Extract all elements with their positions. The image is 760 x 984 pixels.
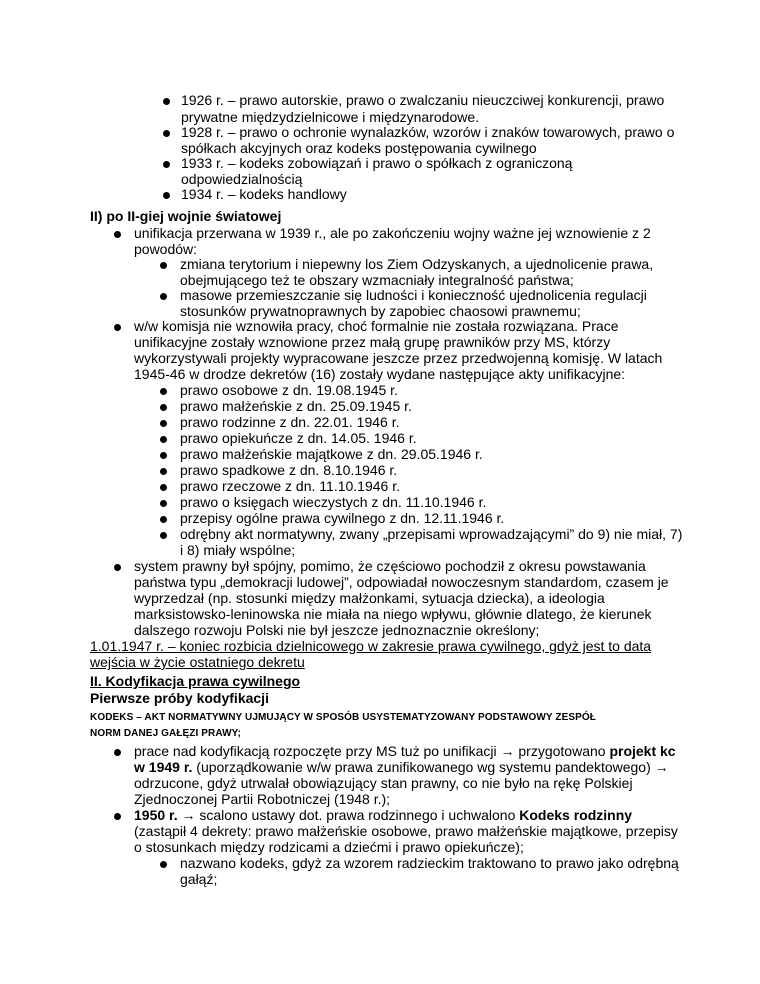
list-item: nazwano kodeks, gdyż za wzorem radzieckim traktowano to prawo jako odrębną [180,855,679,871]
bullet [163,130,170,137]
bullet [114,231,121,238]
list-item-cont [134,759,669,775]
list-item [134,743,676,759]
bullet [160,388,167,395]
list-item-cont: powodów: [134,241,198,257]
section-heading: II) po II-giej wojnie światowej [90,208,282,224]
list-item: unifikacja przerwana w 1939 r., ale po zakończeniu wojny ważne jej wznowienie z 2 [134,225,651,241]
list-item-cont: odpowiedzialnością [181,171,303,187]
bold-span: projekt kc [609,743,676,759]
bold-span: 1950 r. [134,807,178,823]
bullet [163,161,170,168]
bullet [160,404,167,411]
bullet [114,749,121,756]
definition: KODEKS – AKT NORMATYWNY UJMUJĄCY W SPOSÓB USYSTEMATYZOWANY PODSTAWOWY ZESPÓŁ [90,712,596,723]
list-item-cont: 1945-46 w drodze dekretów (16) zostały wydane następujące akty unifikacyjne: [134,366,626,382]
text-span: prace nad kodyfikacją rozpoczęte przy MS tuż po unifikacji → przygotowano [134,743,610,759]
bold-span: w 1949 r. [134,759,193,775]
list-item-cont: wyprzedzał (np. stosunki między małżonkami, sytuacja dziecka), a ideologia [134,590,605,606]
list-item-cont: (zastąpił 4 dekrety: prawo małżeńskie osobowe, prawo małżeńskie majątkowe, przepisy [134,823,678,839]
list-item-cont: dalszego rozwoju Polski nie był jeszcze jednoznacznie określony; [134,622,540,638]
summary-line: 1.01.1947 r. – koniec rozbicia dzielnicowego w zakresie prawa cywilnego, gdyż jest to data [90,638,652,654]
list-item-cont: Zjednoczonej Partii Robotniczej (1948 r.); [134,791,391,807]
list-item-cont: unifikacyjne zostały wznowione przez małą grupę prawników przy MS, którzy [134,334,611,350]
bold-span: Kodeks rodzinny [519,807,633,823]
bullet [160,262,167,269]
act-item: prawo małżeńskie majątkowe z dn. 29.05.1946 r. [180,446,483,462]
bullet [160,484,167,491]
act-item: odrębny akt normatywny, zwany „przepisami wprowadzającymi” do 9) nie miał, 7) [180,526,683,542]
subheading: Pierwsze próby kodyfikacji [90,690,269,706]
list-item: system prawny był spójny, pomimo, że częściowo pochodził z okresu powstawania [134,558,646,574]
list-item: 1934 r. – kodeks handlowy [181,186,347,202]
list-item-cont: stosunków prywatnoprawnych by zapobiec chaosowi prawnemu; [180,303,581,319]
definition-cont: NORM DANEJ GAŁĘZI PRAWY; [90,728,242,739]
act-item-cont: i 8) miały wspólne; [180,542,296,558]
text-span: (uporządkowanie w/w prawa zunifikowanego wg systemu pandektowego) → [192,759,669,775]
bullet [160,516,167,523]
act-item: prawo rzeczowe z dn. 11.10.1946 r. [180,478,400,494]
list-item-cont: marksistowsko-leninowska nie miała na niego wpływu, głównie dlatego, że kierunek [134,606,652,622]
act-item: prawo spadkowe z dn. 8.10.1946 r. [180,462,398,478]
list-item-cont: odrzucone, gdyż utrwalał obowiązujący stan prawny, co nie było na rękę Polskiej [134,775,633,791]
section-heading: II. Kodyfikacja prawa cywilnego [90,673,301,689]
list-item-cont: o stosunkach między rodzicami a dziećmi i prawo opiekuńcze); [134,839,524,855]
act-item: prawo o księgach wieczystych z dn. 11.10.1946 r. [180,494,487,510]
bullet [160,293,167,300]
bullet [163,98,170,105]
act-item: prawo osobowe z dn. 19.08.1945 r. [180,382,398,398]
bullet [160,436,167,443]
list-item-cont: obejmującego też te obszary wzmacniały integralność państwa; [180,272,574,288]
bullet [114,564,121,571]
list-item-cont: prywatne międzydzielnicowe i międzynarodowe. [181,109,480,125]
list-item-cont: spółkach akcyjnych oraz kodeks postępowania cywilnego [181,140,537,156]
summary-line-cont: wejścia w życie ostatniego dekretu [90,654,305,670]
text-span: → scalono ustawy dot. prawa rodzinnego i uchwalono [177,807,520,823]
list-item-cont: gałąź; [180,871,218,887]
list-item [134,807,632,823]
list-item: zmiana terytorium i niepewny los Ziem Odzyskanych, a ujednolicenie prawa, [180,256,654,272]
act-item: prawo opiekuńcze z dn. 14.05. 1946 r. [180,430,417,446]
list-item-cont: państwa typu „demokracji ludowej”, odpowiadał nowoczesnym standardom, czasem je [134,574,669,590]
bullet [160,532,167,539]
list-item-cont: wykorzystywali projekty wypracowane jeszcze przez przedwojenną komisję. W latach [134,350,663,366]
bullet [114,324,121,331]
bullet [160,420,167,427]
list-item: w/w komisja nie wznowiła pracy, choć formalnie nie została rozwiązana. Prace [134,318,619,334]
bullet [163,192,170,199]
list-item: masowe przemieszczanie się ludności i konieczność ujednolicenia regulacji [180,287,647,303]
bullet [160,500,167,507]
list-item: 1926 r. – prawo autorskie, prawo o zwalczaniu nieuczciwej konkurencji, prawo [181,92,665,108]
act-item: prawo rodzinne z dn. 22.01. 1946 r. [180,414,400,430]
act-item: prawo małżeńskie z dn. 25.09.1945 r. [180,398,412,414]
bullet [114,813,121,820]
act-item: przepisy ogólne prawa cywilnego z dn. 12.11.1946 r. [180,510,505,526]
bullet [160,452,167,459]
bullet [160,861,167,868]
list-item: 1933 r. – kodeks zobowiązań i prawo o spółkach z ograniczoną [181,155,573,171]
list-item: 1928 r. – prawo o ochronie wynalazków, wzorów i znaków towarowych, prawo o [181,124,675,140]
bullet [160,468,167,475]
